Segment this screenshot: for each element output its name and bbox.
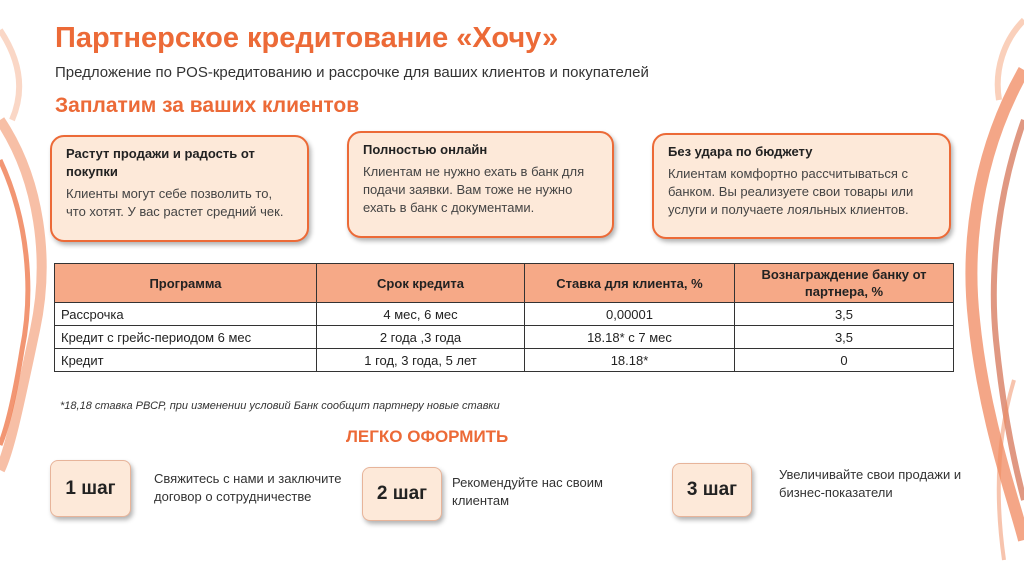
header-rate: Ставка для клиента, % xyxy=(525,264,735,303)
cell-reward: 3,5 xyxy=(735,326,954,349)
cell-rate: 0,00001 xyxy=(525,303,735,326)
header-reward: Вознаграждение банку от партнера, % xyxy=(735,264,954,303)
table-row xyxy=(55,349,954,372)
card-title: Полностью онлайн xyxy=(363,142,488,157)
header-term: Срок кредита xyxy=(317,264,525,303)
cell-rate: 18.18* xyxy=(525,349,735,372)
step-3-text: Увеличивайте свои продажи и бизнес-показатели xyxy=(779,467,962,500)
cell-reward: 3,5 xyxy=(735,303,954,326)
benefit-card-sales xyxy=(50,135,309,242)
easy-steps-title: ЛЕГКО ОФОРМИТЬ xyxy=(346,427,509,446)
cell-program: Рассрочка xyxy=(55,303,317,326)
benefit-card-online xyxy=(347,131,614,238)
section-title: Заплатим за ваших клиентов xyxy=(55,94,360,117)
rate-footnote: *18,18 ставка РВСР, при изменении условий Банк сообщит партнеру новые ставки xyxy=(60,400,500,412)
table-header-row xyxy=(55,264,954,303)
cell-term: 2 года ,3 года xyxy=(317,326,525,349)
table-row xyxy=(55,326,954,349)
cell-program: Кредит xyxy=(55,349,317,372)
cell-term: 1 год, 3 года, 5 лет xyxy=(317,349,525,372)
step-3-badge: 3 шаг xyxy=(672,463,752,517)
cell-program: Кредит с грейс-периодом 6 мес xyxy=(55,326,317,349)
card-title: Без удара по бюджету xyxy=(668,144,813,159)
benefit-card-budget xyxy=(652,133,951,239)
page-title: Партнерское кредитование «Хочу» xyxy=(55,22,559,54)
programs-table xyxy=(54,263,954,372)
step-1-text: Свяжитесь с нами и заключите договор о сотрудничестве xyxy=(154,471,342,504)
card-text: Клиентам комфортно рассчитываться с банком. Вы реализуете свои товары или услуги и получаете лояльных клиентов. xyxy=(668,166,914,217)
cell-reward: 0 xyxy=(735,349,954,372)
header-program: Программа xyxy=(55,264,317,303)
card-title: Растут продажи и радость от покупки xyxy=(66,146,255,179)
step-2-badge: 2 шаг xyxy=(362,467,442,521)
cell-term: 4 мес, 6 мес xyxy=(317,303,525,326)
card-text: Клиентам не нужно ехать в банк для подачи заявки. Вам тоже не нужно ехать в банк с документами. xyxy=(363,164,585,215)
table-row xyxy=(55,303,954,326)
card-text: Клиенты могут себе позволить то, что хотят. У вас растет средний чек. xyxy=(66,186,284,219)
step-1-badge: 1 шаг xyxy=(50,460,131,517)
step-2-text: Рекомендуйте нас своим клиентам xyxy=(452,475,603,508)
cell-rate: 18.18* с 7 мес xyxy=(525,326,735,349)
page-subtitle: Предложение по POS-кредитованию и рассрочке для ваших клиентов и покупателей xyxy=(55,64,649,81)
